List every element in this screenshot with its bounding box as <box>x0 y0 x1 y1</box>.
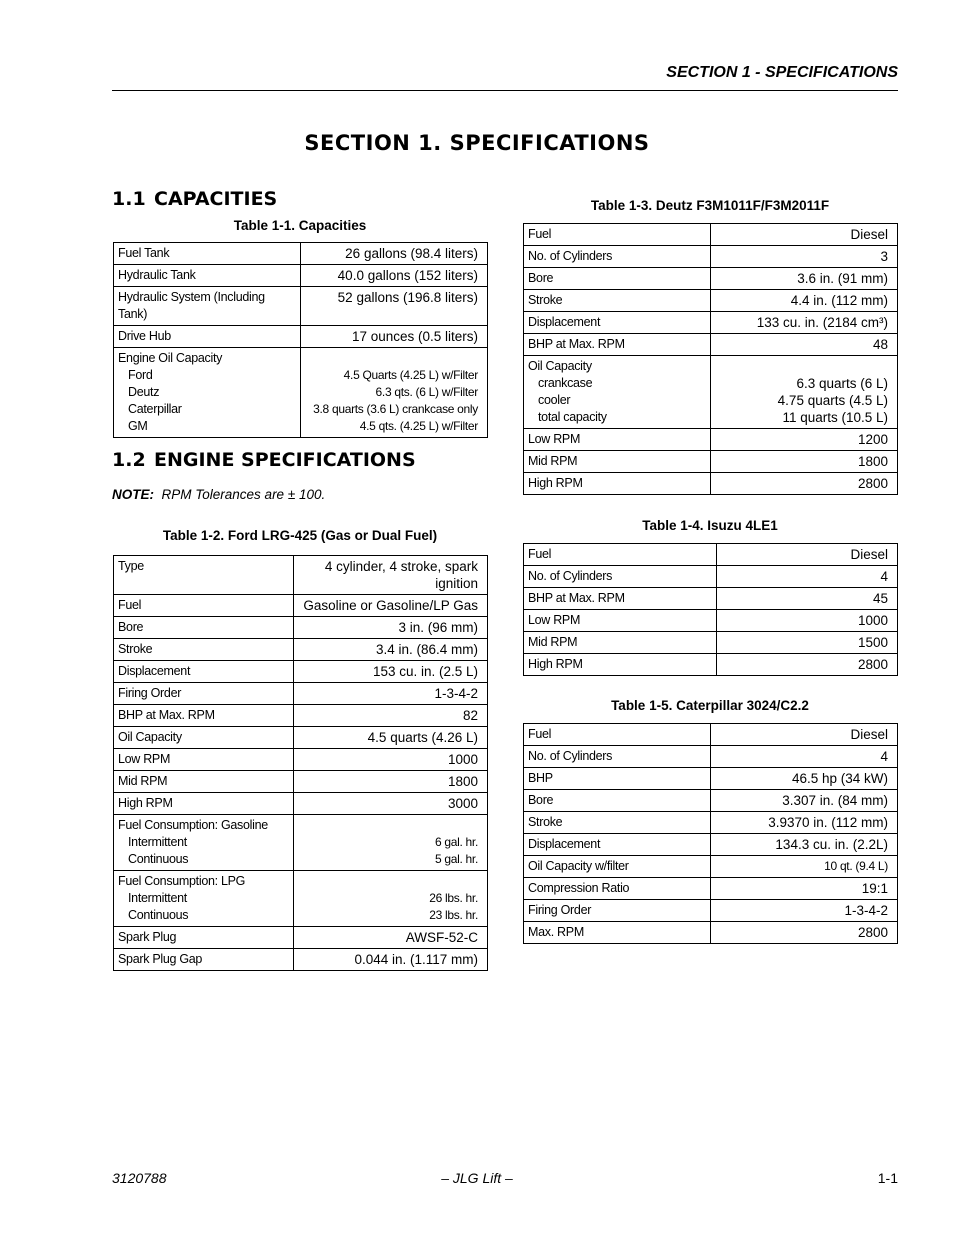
row-label: BHP <box>524 768 711 790</box>
table-row <box>524 922 898 944</box>
row-value: 1000 <box>717 610 898 632</box>
capacities-table-caption: Table 1-1. Capacities <box>233 218 367 233</box>
footer-doc-number: 3120788 <box>112 1170 167 1186</box>
running-header <box>112 64 898 91</box>
table-row <box>114 287 488 326</box>
row-value: 2800 <box>711 922 898 944</box>
row-label: High RPM <box>524 473 711 495</box>
table-row <box>114 556 488 595</box>
row-label: No. of Cylinders <box>524 746 711 768</box>
sub-value: 3.8 quarts (3.6 L) crankcase only <box>313 402 478 416</box>
sub-label: Continuous <box>128 908 189 922</box>
row-label: Stroke <box>114 639 294 661</box>
row-value: 52 gallons (196.8 liters) <box>301 287 488 326</box>
row-label: Fuel Tank <box>114 243 301 265</box>
gasoline-consumption-label: Fuel Consumption: Gasoline <box>118 818 268 832</box>
row-value: 82 <box>294 705 488 727</box>
sub-value: 5 gal. hr. <box>434 852 478 866</box>
row-value: 3.6 in. (91 mm) <box>711 268 898 290</box>
table-row <box>524 451 898 473</box>
row-value: 17 ounces (0.5 liters) <box>301 326 488 348</box>
row-label: Bore <box>114 617 294 639</box>
sub-label: crankcase <box>538 376 593 390</box>
sub-label: GM <box>128 419 148 433</box>
table-row <box>524 724 898 746</box>
ford-table-caption: Table 1-2. Ford LRG-425 (Gas or Dual Fuel) <box>162 528 438 543</box>
table-row <box>524 473 898 495</box>
table-row <box>524 654 898 676</box>
sub-value: 11 quarts (10.5 L) <box>782 410 888 425</box>
table-row <box>524 224 898 246</box>
table-row <box>524 246 898 268</box>
running-header-text: SECTION 1 - SPECIFICATIONS <box>666 64 898 81</box>
table-row <box>524 768 898 790</box>
table-row <box>114 326 488 348</box>
ford-table <box>113 555 488 971</box>
row-label: Drive Hub <box>114 326 301 348</box>
row-value: 1-3-4-2 <box>294 683 488 705</box>
row-value: 4.4 in. (112 mm) <box>711 290 898 312</box>
table-row <box>524 268 898 290</box>
table-row <box>114 243 488 265</box>
row-value: 3 in. (96 mm) <box>294 617 488 639</box>
sub-value: 6.3 quarts (6 L) <box>796 376 888 391</box>
capacities-heading-text: CAPACITIES <box>154 188 278 210</box>
row-label: High RPM <box>114 793 294 815</box>
sub-label: Ford <box>128 368 153 382</box>
table-row <box>524 900 898 922</box>
row-value: 4 <box>717 566 898 588</box>
row-value: 1500 <box>717 632 898 654</box>
row-value: 133 cu. in. (2184 cm³) <box>711 312 898 334</box>
row-value <box>294 815 488 871</box>
engine-specs-heading-text: ENGINE SPECIFICATIONS <box>154 449 416 471</box>
row-label: Low RPM <box>114 749 294 771</box>
row-label: Fuel <box>524 724 711 746</box>
capacities-heading-number: 1.1 <box>112 188 146 210</box>
table-row <box>524 312 898 334</box>
row-value <box>301 348 488 438</box>
row-label: High RPM <box>524 654 717 676</box>
row-label: Fuel <box>524 544 717 566</box>
table-row <box>524 429 898 451</box>
table-row <box>114 595 488 617</box>
row-label: Hydraulic System (Including Tank) <box>114 287 301 326</box>
sub-value: 23 lbs. hr. <box>429 908 478 922</box>
table-row <box>524 878 898 900</box>
row-value: 153 cu. in. (2.5 L) <box>294 661 488 683</box>
row-value: 3000 <box>294 793 488 815</box>
capacities-heading <box>112 188 277 210</box>
row-value: 1000 <box>294 749 488 771</box>
table-row <box>524 746 898 768</box>
table-row <box>524 334 898 356</box>
row-label: Low RPM <box>524 429 711 451</box>
row-label: Spark Plug Gap <box>114 949 294 971</box>
row-label: Mid RPM <box>114 771 294 793</box>
row-label: No. of Cylinders <box>524 566 717 588</box>
table-row <box>524 856 898 878</box>
row-label: Low RPM <box>524 610 717 632</box>
row-value: 40.0 gallons (152 liters) <box>301 265 488 287</box>
table-row <box>114 793 488 815</box>
row-value: 3.4 in. (86.4 mm) <box>294 639 488 661</box>
table-row <box>524 834 898 856</box>
row-label: Max. RPM <box>524 922 711 944</box>
row-value: 3.9370 in. (112 mm) <box>711 812 898 834</box>
isuzu-table <box>523 543 898 676</box>
row-label: Spark Plug <box>114 927 294 949</box>
sub-label: total capacity <box>538 410 607 424</box>
row-value: 10 qt. (9.4 L) <box>711 856 898 878</box>
row-label: Oil Capacity <box>114 727 294 749</box>
table-row <box>114 705 488 727</box>
sub-label: Intermittent <box>128 835 187 849</box>
table-row <box>524 566 898 588</box>
footer-page-number: 1-1 <box>877 1170 898 1186</box>
table-row <box>114 265 488 287</box>
sub-value: 4.5 qts. (4.25 L) w/Filter <box>359 419 478 433</box>
row-value: AWSF-52-C <box>294 927 488 949</box>
row-label <box>114 348 301 438</box>
deutz-table <box>523 223 898 495</box>
table-row <box>524 290 898 312</box>
row-value: 4 <box>711 746 898 768</box>
table-row <box>524 544 898 566</box>
row-label: Displacement <box>524 834 711 856</box>
row-label: Firing Order <box>524 900 711 922</box>
row-label: BHP at Max. RPM <box>524 334 711 356</box>
table-row <box>114 749 488 771</box>
table-row <box>114 661 488 683</box>
row-label: Mid RPM <box>524 451 711 473</box>
row-value <box>711 356 898 429</box>
row-label: Firing Order <box>114 683 294 705</box>
row-value: 4.5 quarts (4.26 L) <box>294 727 488 749</box>
sub-value: 6.3 qts. (6 L) w/Filter <box>375 385 478 399</box>
capacities-table <box>113 242 488 438</box>
row-value: 4 cylinder, 4 stroke, spark ignition <box>294 556 488 595</box>
table-row <box>524 812 898 834</box>
row-value: Diesel <box>711 724 898 746</box>
row-value: 19:1 <box>711 878 898 900</box>
row-label: Fuel <box>524 224 711 246</box>
row-label <box>114 815 294 871</box>
sub-label: Caterpillar <box>128 402 182 416</box>
row-label: Type <box>114 556 294 595</box>
sub-value: 6 gal. hr. <box>434 835 478 849</box>
table-row <box>114 949 488 971</box>
row-value: 0.044 in. (1.117 mm) <box>294 949 488 971</box>
row-value: 2800 <box>711 473 898 495</box>
sub-label: Deutz <box>128 385 160 399</box>
row-label: Displacement <box>114 661 294 683</box>
row-value: 26 gallons (98.4 liters) <box>301 243 488 265</box>
row-value <box>294 871 488 927</box>
row-label: Displacement <box>524 312 711 334</box>
table-row <box>114 771 488 793</box>
caterpillar-table-caption: Table 1-5. Caterpillar 3024/C2.2 <box>611 698 809 713</box>
footer-center: – JLG Lift – <box>441 1170 513 1186</box>
oil-capacity-label: Engine Oil Capacity <box>118 351 223 365</box>
row-label <box>524 356 711 429</box>
row-label: Bore <box>524 790 711 812</box>
row-value: 48 <box>711 334 898 356</box>
row-label: BHP at Max. RPM <box>524 588 717 610</box>
caterpillar-table <box>523 723 898 944</box>
table-row <box>114 617 488 639</box>
sub-label: Continuous <box>128 852 189 866</box>
table-row <box>524 790 898 812</box>
row-value: 46.5 hp (34 kW) <box>711 768 898 790</box>
row-label: BHP at Max. RPM <box>114 705 294 727</box>
section-title: SECTION 1. SPECIFICATIONS <box>304 131 650 155</box>
table-row <box>524 356 898 429</box>
row-label: Stroke <box>524 812 711 834</box>
table-row <box>524 588 898 610</box>
row-label: Mid RPM <box>524 632 717 654</box>
row-value: Diesel <box>717 544 898 566</box>
lpg-consumption-label: Fuel Consumption: LPG <box>118 874 246 888</box>
table-row <box>114 683 488 705</box>
table-row <box>114 871 488 927</box>
oil-capacity-label: Oil Capacity <box>528 359 592 373</box>
table-row <box>114 639 488 661</box>
engine-specs-heading <box>112 449 416 471</box>
row-value: 45 <box>717 588 898 610</box>
row-label <box>114 871 294 927</box>
deutz-table-caption: Table 1-3. Deutz F3M1011F/F3M2011F <box>590 198 830 213</box>
row-value: Diesel <box>711 224 898 246</box>
sub-label: cooler <box>538 393 571 407</box>
row-label: Oil Capacity w/filter <box>524 856 711 878</box>
row-label: Hydraulic Tank <box>114 265 301 287</box>
sub-value: 26 lbs. hr. <box>429 891 478 905</box>
sub-label: Intermittent <box>128 891 187 905</box>
table-row <box>114 815 488 871</box>
row-value: Gasoline or Gasoline/LP Gas <box>294 595 488 617</box>
row-value: 1200 <box>711 429 898 451</box>
row-value: 2800 <box>717 654 898 676</box>
row-value: 3.307 in. (84 mm) <box>711 790 898 812</box>
note-label: NOTE: <box>112 487 154 502</box>
row-label: Bore <box>524 268 711 290</box>
sub-value: 4.75 quarts (4.5 L) <box>777 393 888 408</box>
table-row <box>524 632 898 654</box>
isuzu-table-caption: Table 1-4. Isuzu 4LE1 <box>642 518 778 533</box>
table-row <box>114 727 488 749</box>
sub-value: 4.5 Quarts (4.25 L) w/Filter <box>343 368 478 382</box>
row-value: 1800 <box>294 771 488 793</box>
row-label: No. of Cylinders <box>524 246 711 268</box>
row-label: Fuel <box>114 595 294 617</box>
row-value: 1-3-4-2 <box>711 900 898 922</box>
table-row <box>114 927 488 949</box>
note-text: RPM Tolerances are ± 100. <box>161 487 326 502</box>
row-value: 3 <box>711 246 898 268</box>
table-row <box>524 610 898 632</box>
row-value: 134.3 cu. in. (2.2L) <box>711 834 898 856</box>
row-value: 1800 <box>711 451 898 473</box>
row-label: Stroke <box>524 290 711 312</box>
row-label: Compression Ratio <box>524 878 711 900</box>
table-row <box>114 348 488 438</box>
engine-specs-heading-number: 1.2 <box>112 449 146 471</box>
rpm-note <box>112 487 325 502</box>
